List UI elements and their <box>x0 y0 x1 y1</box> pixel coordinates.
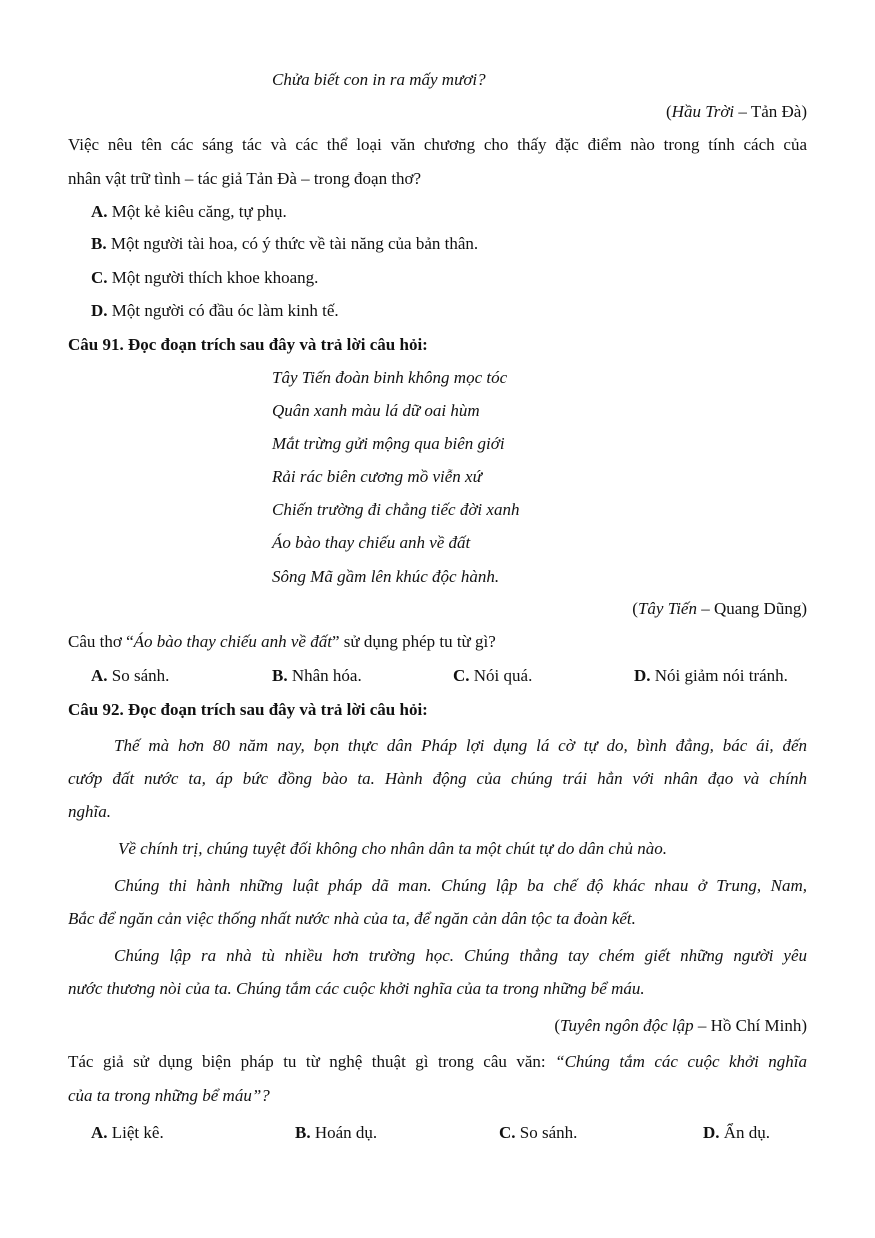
answer-option-d <box>91 301 339 321</box>
answer-option-d <box>703 1123 770 1143</box>
answer-option-c <box>453 666 532 686</box>
question-text-post: ” sử dụng phép tu từ gì? <box>331 632 496 651</box>
option-key: C. <box>499 1123 516 1142</box>
question-text: nhân vật trữ tình – tác giả Tản Đà – trong đoạn thơ? <box>68 169 422 188</box>
poem-line: Áo bào thay chiếu anh về đất <box>272 533 471 552</box>
answer-option-a <box>91 202 287 222</box>
answer-option-a <box>91 666 169 686</box>
option-key: B. <box>91 234 107 253</box>
poem-source: (Tây Tiến – Quang Dũng) <box>632 599 807 618</box>
option-key: D. <box>91 301 108 320</box>
option-key: A. <box>91 1123 108 1142</box>
excerpt-line: Về chính trị, chúng tuyệt đối không cho nhân dân ta một chút tự do dân chủ nào. <box>118 839 667 858</box>
option-text: Một người thích khoe khoang. <box>107 268 319 287</box>
source-author: – Hồ Chí Minh) <box>693 1016 807 1035</box>
excerpt-line: nghĩa. <box>68 802 111 821</box>
answer-option-b <box>91 234 478 254</box>
question-quote: của ta trong những bể máu”? <box>68 1086 270 1105</box>
option-key: C. <box>91 268 108 287</box>
excerpt-line: nước thương nòi của ta. Chúng tắm các cuộc khởi nghĩa của ta trong những bể máu. <box>68 979 645 998</box>
option-text: Một người tài hoa, có ý thức về tài năng của bản thân. <box>106 234 479 253</box>
question-quote: Áo bào thay chiếu anh về đất <box>133 632 332 651</box>
question-text <box>68 632 496 652</box>
poem-line: Chửa biết con in ra mấy mươi? <box>272 70 486 89</box>
option-key: D. <box>703 1123 720 1142</box>
answer-option-d <box>634 666 788 686</box>
option-key: C. <box>453 666 470 685</box>
excerpt-line: Chúng lập ra nhà tù nhiều hơn trường học. Chúng thẳng tay chém giết những người yêu <box>114 946 807 965</box>
excerpt-line: Bắc để ngăn cản việc thống nhất nước nhà của ta, để ngăn cản dân tộc ta đoàn kết. <box>68 909 636 928</box>
option-key: A. <box>91 202 108 221</box>
option-key: B. <box>272 666 288 685</box>
question-heading: Câu 92. Đọc đoạn trích sau đây và trả lời câu hỏi: <box>68 700 428 719</box>
question-quote: “Chúng tắm các cuộc khởi nghĩa <box>555 1052 807 1071</box>
option-text: So sánh. <box>515 1123 578 1142</box>
question-text <box>68 1052 807 1072</box>
option-text: Liệt kê. <box>107 1123 164 1142</box>
excerpt-source: (Tuyên ngôn độc lập – Hồ Chí Minh) <box>554 1016 807 1035</box>
poem-line: Sông Mã gầm lên khúc độc hành. <box>272 567 500 586</box>
option-text: So sánh. <box>107 666 170 685</box>
answer-option-c <box>91 268 318 288</box>
answer-option-c <box>499 1123 577 1143</box>
source-author: – Quang Dũng) <box>696 599 807 618</box>
question-heading: Câu 91. Đọc đoạn trích sau đây và trả lời câu hỏi: <box>68 335 428 354</box>
poem-line: Quân xanh màu lá dữ oai hùm <box>272 401 480 420</box>
option-key: B. <box>295 1123 311 1142</box>
excerpt-line: Chúng thi hành những luật pháp dã man. Chúng lập ba chế độ khác nhau ở Trung, Nam, <box>114 876 807 895</box>
option-key: A. <box>91 666 108 685</box>
question-text: Việc nêu tên các sáng tác và các thể loại văn chương cho thấy đặc điểm nào trong tính cách của <box>68 135 807 154</box>
option-text: Hoán dụ. <box>310 1123 378 1142</box>
option-text: Nói quá. <box>469 666 533 685</box>
answer-option-a <box>91 1123 164 1143</box>
source-title: Hầu Trời <box>671 102 735 121</box>
option-text: Một kẻ kiêu căng, tự phụ. <box>107 202 287 221</box>
option-text: Một người có đầu óc làm kinh tế. <box>107 301 339 320</box>
source-author: – Tản Đà) <box>734 102 807 121</box>
poem-line: Mắt trừng gửi mộng qua biên giới <box>272 434 505 453</box>
option-text: Nói giảm nói tránh. <box>650 666 788 685</box>
question-text-pre: Tác giả sử dụng biện pháp tu từ nghệ thuật gì trong câu văn: <box>68 1052 556 1071</box>
poem-line: Chiến trường đi chẳng tiếc đời xanh <box>272 500 520 519</box>
question-text-pre: Câu thơ “ <box>68 632 134 651</box>
poem-line: Rải rác biên cương mồ viễn xứ <box>272 467 482 486</box>
excerpt-line: Thế mà hơn 80 năm nay, bọn thực dân Pháp lợi dụng lá cờ tự do, bình đẳng, bác ái, đến <box>114 736 807 755</box>
option-text: Ẩn dụ. <box>719 1123 771 1142</box>
option-key: D. <box>634 666 651 685</box>
poem-source: (Hầu Trời – Tản Đà) <box>666 102 807 121</box>
option-text: Nhân hóa. <box>287 666 362 685</box>
poem-line: Tây Tiến đoàn binh không mọc tóc <box>272 368 508 387</box>
answer-option-b <box>272 666 362 686</box>
answer-option-b <box>295 1123 377 1143</box>
excerpt-line: cướp đất nước ta, áp bức đồng bào ta. Hành động của chúng trái hẳn với nhân đạo và chính <box>68 769 807 788</box>
source-title: Tây Tiến <box>637 599 697 618</box>
source-title: Tuyên ngôn độc lập <box>560 1016 694 1035</box>
